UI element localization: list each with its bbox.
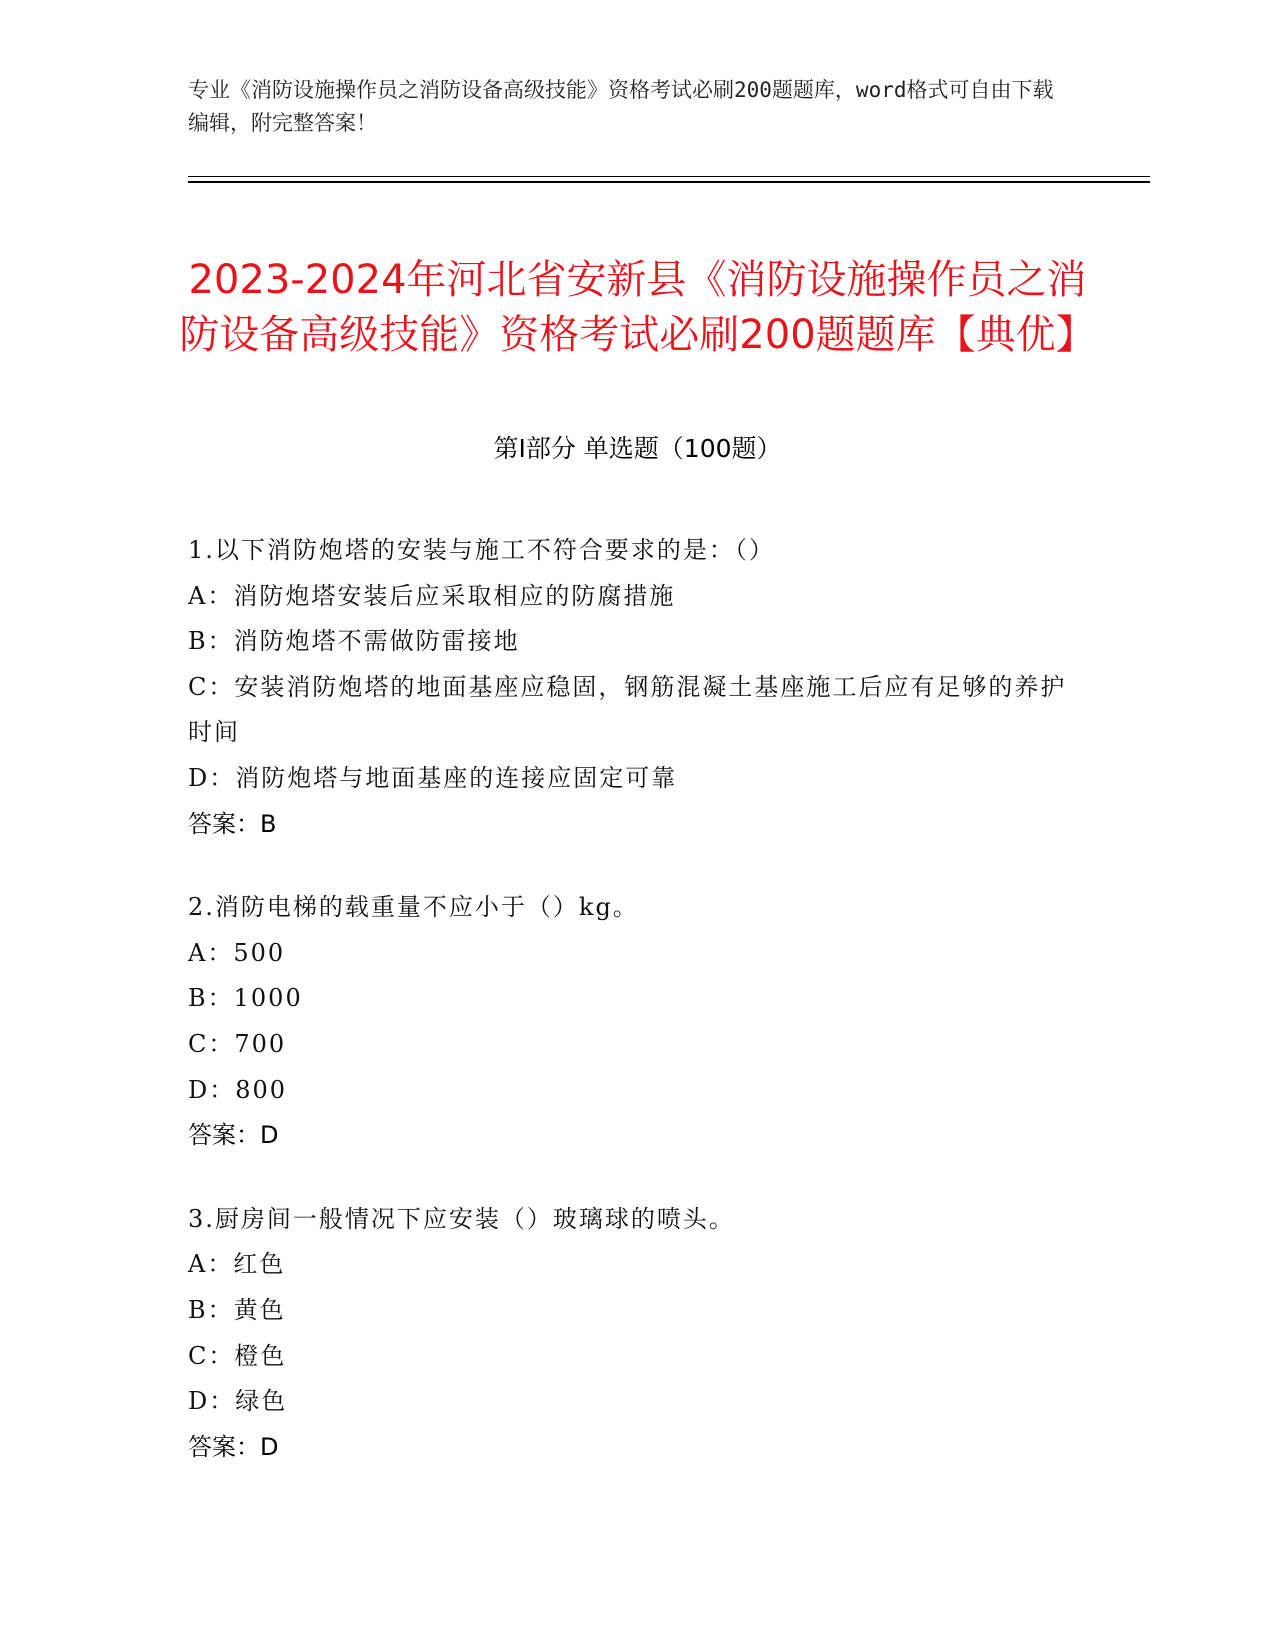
answer: 答案：D [188,1121,279,1150]
option-d: D：绿色 [188,1387,288,1416]
question-3 [188,1197,1088,1471]
option-b: B：消防炮塔不需做防雷接地 [188,627,520,656]
option-c: C：安装消防炮塔的地面基座应稳固，钢筋混凝土基座施工后应有足够的养护时间 [188,672,1067,747]
option-a: A：500 [188,938,286,967]
answer: 答案：D [188,1432,279,1461]
question-stem: 3.厨房间一般情况下应安装（）玻璃球的喷头。 [188,1204,735,1233]
option-a: A：消防炮塔安装后应采取相应的防腐措施 [188,581,676,610]
question-list [188,528,1088,1508]
answer: 答案：B [188,809,277,838]
header-note: 专业《消防设施操作员之消防设备高级技能》资格考试必刷200题题库，word格式可自由下载编辑，附完整答案！ [188,78,1054,135]
option-b: B：黄色 [188,1295,286,1324]
option-c: C：700 [188,1029,287,1058]
question-stem: 2.消防电梯的载重量不应小于（）kg。 [188,893,639,922]
option-b: B：1000 [188,984,303,1013]
header-divider-thin [188,176,1150,177]
section-heading: 第Ⅰ部分 单选题（100题） [493,434,782,463]
header-divider-thick [188,181,1150,183]
option-a: A：红色 [188,1250,286,1279]
document-title: 2023-2024年河北省安新县《消防设施操作员之消防设备高级技能》资格考试必刷200题题库【典优】 [179,256,1096,358]
question-1 [188,528,1088,847]
option-c: C：橙色 [188,1341,287,1370]
option-d: D：800 [188,1075,288,1104]
option-d: D：消防炮塔与地面基座的连接应固定可靠 [188,763,678,792]
question-2 [188,885,1088,1159]
question-stem: 1.以下消防炮塔的安装与施工不符合要求的是：（） [188,536,775,564]
